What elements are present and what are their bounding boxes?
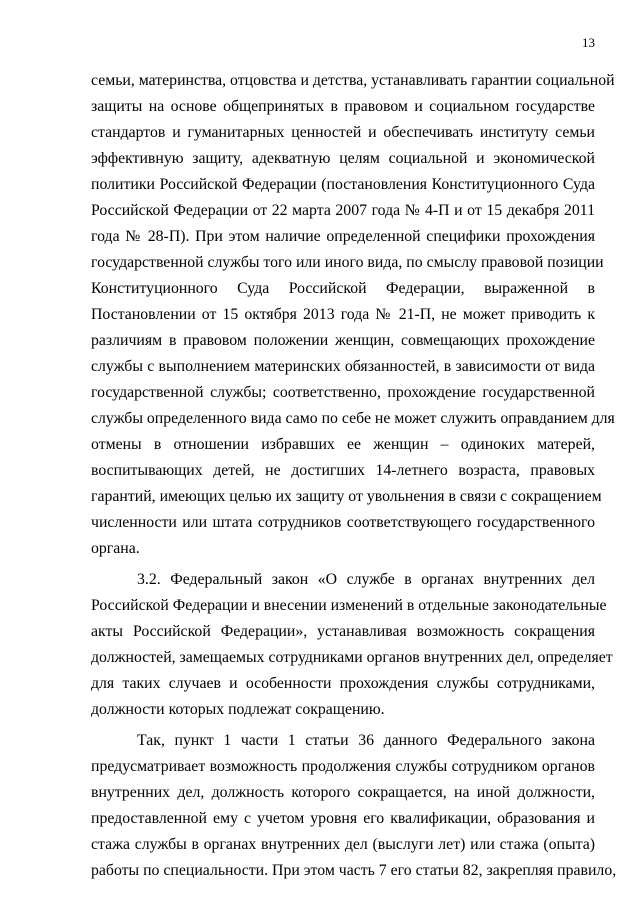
paragraph-2 [91,567,613,723]
paragraph-3 [91,728,617,884]
text-line: органа. [91,540,140,557]
text-line: политики Российской Федерации (постановления Конституционного Суда [91,176,595,193]
text-line: гарантий, имеющих целью их защиту от увольнения в связи с сокращением [91,488,602,505]
text-line: защиты на основе общепринятых в правовом и социальном государстве [91,98,595,115]
text-line: работы по специальности. При этом часть 7 его статьи 82, закрепляя правило, [91,862,617,879]
text-line: Российской Федерации от 22 марта 2007 года № 4-П и от 15 декабря 2011 [91,202,595,219]
text-line: должности которых подлежат сокращению. [91,701,385,718]
text-line: предоставленной ему с учетом уровня его квалификации, образования и [91,810,595,827]
text-line: 3.2. Федеральный закон «О службе в органах внутренних дел [137,571,595,588]
text-line: Так, пункт 1 части 1 статьи 36 данного Федерального закона [137,732,595,749]
paragraph-1 [91,68,615,562]
text-line: отмены в отношении избравших ее женщин – одиноких матерей, [91,436,595,453]
document-body [91,68,617,884]
text-line: для таких случаев и особенности прохождения службы сотрудниками, [91,675,595,692]
text-line: различиям в правовом положении женщин, совмещающих прохождение [91,332,595,349]
text-line: акты Российской Федерации», устанавливая возможность сокращения [91,623,595,640]
text-line: государственной службы того или иного вида, по смыслу правовой позиции [91,254,604,271]
text-line: Российской Федерации и внесении изменений в отдельные законодательные [91,597,607,614]
text-line: предусматривает возможность продолжения службы сотрудником органов [91,758,595,775]
text-line: эффективную защиту, адекватную целям социальной и экономической [91,150,595,167]
text-line: стандартов и гуманитарных ценностей и обеспечивать институту семьи [91,124,595,141]
text-line: семьи, материнства, отцовства и детства, устанавливать гарантии социальной [91,72,615,89]
page-number: 13 [582,35,595,50]
text-line: Конституционного Суда Российской Федерации, выраженной в [91,280,595,297]
text-line: службы с выполнением материнских обязанностей, в зависимости от вида [91,358,595,375]
text-line: внутренних дел, должность которого сокращается, на иной должности, [91,784,595,801]
text-line: численности или штата сотрудников соответствующего государственного [91,514,595,531]
text-line: государственной службы; соответственно, прохождение государственной [91,384,595,401]
text-line: года № 28-П). При этом наличие определенной специфики прохождения [91,228,595,245]
text-line: воспитывающих детей, не достигших 14-летнего возраста, правовых [91,462,595,479]
text-line: Постановлении от 15 октября 2013 года № 21-П, не может приводить к [91,306,595,323]
text-line: должностей, замещаемых сотрудниками органов внутренних дел, определяет [91,649,613,666]
text-line: службы определенного вида само по себе не может служить оправданием для [91,410,615,427]
text-line: стажа службы в органах внутренних дел (выслуги лет) или стажа (опыта) [91,836,595,853]
